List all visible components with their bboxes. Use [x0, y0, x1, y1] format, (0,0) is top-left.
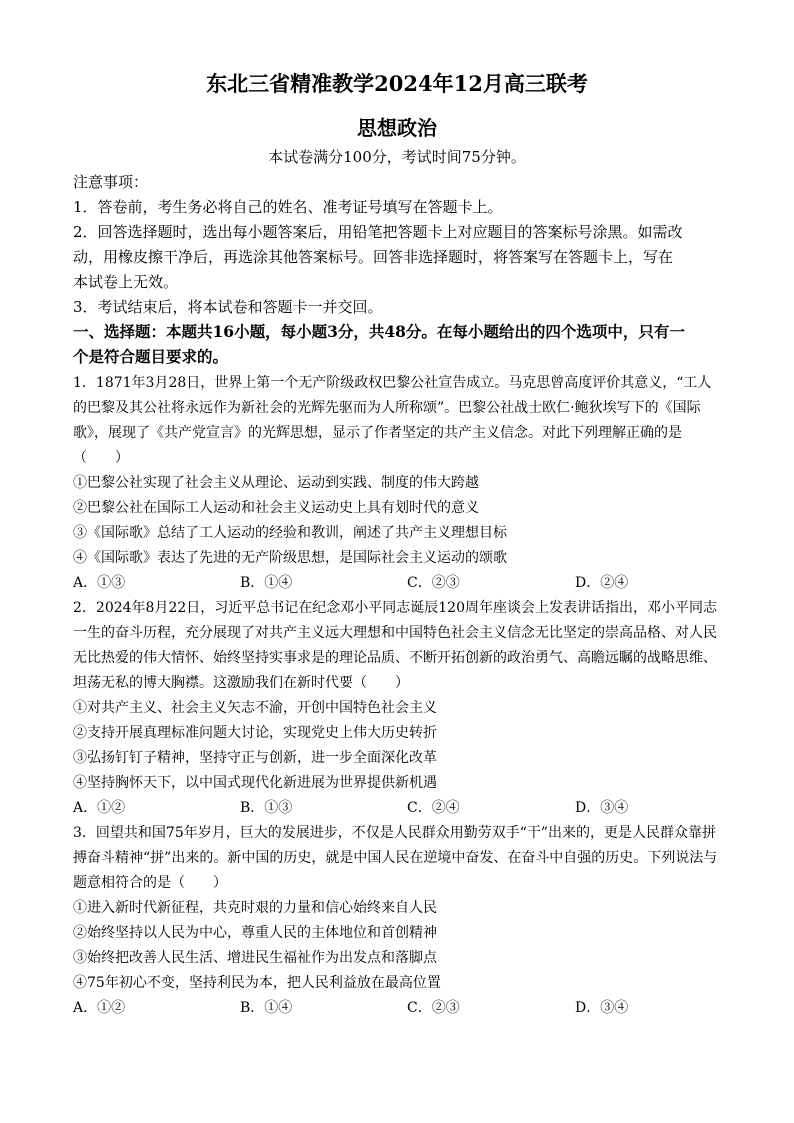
- statement: ④《国际歌》表达了先进的无产阶级思想，是国际社会主义运动的颂歌: [73, 550, 507, 566]
- option-c: C．②④: [407, 800, 460, 816]
- notes-heading: 注意事项：: [73, 173, 149, 191]
- question-stem: 的巴黎及其公社将永远作为新社会的光辉先驱而为人所称颂”。巴黎公社战士欧仁·鲍狄埃写下的《国际: [73, 400, 701, 416]
- question-stem: 无比热爱的伟大情怀、始终坚持实事求是的理论品质、不断开拓创新的政治勇气、高瞻远瞩的战略思维、: [73, 650, 717, 666]
- section-heading: 个是符合题目要求的。: [73, 347, 229, 366]
- exam-info: 本试卷满分100分，考试时间75分钟。: [268, 148, 526, 166]
- question-stem: 一生的奋斗历程，充分展现了对共产主义远大理想和中国特色社会主义信念无比坚定的崇高品格、对人民: [73, 625, 717, 641]
- note-item: 本试卷上无效。: [73, 273, 179, 291]
- statement: ②支持开展真理标准问题大讨论，实现党史上伟大历史转折: [73, 725, 437, 741]
- question-stem: 坦荡无私的博大胸襟。这激励我们在新时代要（ ）: [73, 675, 409, 691]
- subject-title: 思想政治: [357, 116, 437, 140]
- statement: ④坚持胸怀天下，以中国式现代化新进展为世界提供新机遇: [73, 775, 437, 791]
- question-stem: 搏奋斗精神“拼”出来的。新中国的历史，就是中国人民在逆境中奋发、在奋斗中自强的历史。下列说法与: [73, 850, 718, 866]
- question-stem: 1．1871年3月28日，世界上第一个无产阶级政权巴黎公社宣告成立。马克思曾高度评价其意义，“工人: [73, 375, 712, 391]
- question-stem: 歌》，展现了《共产党宣言》的光辉思想，显示了作者坚定的共产主义信念。对此下列理解正确的是: [73, 425, 682, 441]
- note-item: 3．考试结束后，将本试卷和答题卡一并交回。: [73, 298, 383, 316]
- option-a: A．①②: [73, 800, 126, 816]
- option-a: A．①③: [73, 575, 126, 591]
- statement: ②巴黎公社在国际工人运动和社会主义运动史上具有划时代的意义: [73, 500, 479, 516]
- option-d: D．③④: [575, 800, 629, 816]
- statement: ③《国际歌》总结了工人运动的经验和教训，阐述了共产主义理想目标: [73, 525, 507, 541]
- option-c: C．②③: [407, 1000, 460, 1016]
- statement: ③始终把改善人民生活、增进民生福祉作为出发点和落脚点: [73, 950, 437, 966]
- statement: ①巴黎公社实现了社会主义从理论、运动到实践、制度的伟大跨越: [73, 475, 479, 491]
- option-d: D．②④: [575, 575, 629, 591]
- statement: ①对共产主义、社会主义矢志不渝，开创中国特色社会主义: [73, 700, 437, 716]
- option-a: A．①②: [73, 1000, 126, 1016]
- note-item: 动，用橡皮擦干净后，再选涂其他答案标号。回答非选择题时，将答案写在答题卡上，写在: [73, 248, 674, 266]
- question-stem: 3．回望共和国75年岁月，巨大的发展进步，不仅是人民群众用勤劳双手“干”出来的，更是人民群众靠拼: [73, 825, 717, 841]
- option-b: B．①④: [240, 575, 293, 591]
- statement: ④75年初心不变，坚持利民为本，把人民利益放在最高位置: [73, 975, 441, 991]
- statement: ②始终坚持以人民为中心，尊重人民的主体地位和首创精神: [73, 925, 437, 941]
- option-c: C．②③: [407, 575, 460, 591]
- question-stem: 题意相符合的是（ ）: [73, 875, 227, 891]
- note-item: 1．答卷前，考生务必将自己的姓名、准考证号填写在答题卡上。: [73, 198, 503, 216]
- option-d: D．③④: [575, 1000, 629, 1016]
- note-item: 2．回答选择题时，选出每小题答案后，用铅笔把答题卡上对应题目的答案标号涂黑。如需改: [73, 223, 683, 241]
- exam-title: 东北三省精准教学2024年12月高三联考: [206, 71, 588, 96]
- question-stem: （ ）: [73, 450, 129, 466]
- statement: ①进入新时代新征程，共克时艰的力量和信心始终来自人民: [73, 900, 437, 916]
- section-heading: 一、选择题：本题共16小题，每小题3分，共48分。在每小题给出的四个选项中，只有一: [73, 322, 685, 341]
- option-b: B．①③: [240, 800, 293, 816]
- option-b: B．①④: [240, 1000, 293, 1016]
- statement: ③弘扬钉钉子精神，坚持守正与创新，进一步全面深化改革: [73, 750, 437, 766]
- question-stem: 2．2024年8月22日，习近平总书记在纪念邓小平同志诞辰120周年座谈会上发表讲话指出，邓小平同志: [73, 600, 717, 616]
